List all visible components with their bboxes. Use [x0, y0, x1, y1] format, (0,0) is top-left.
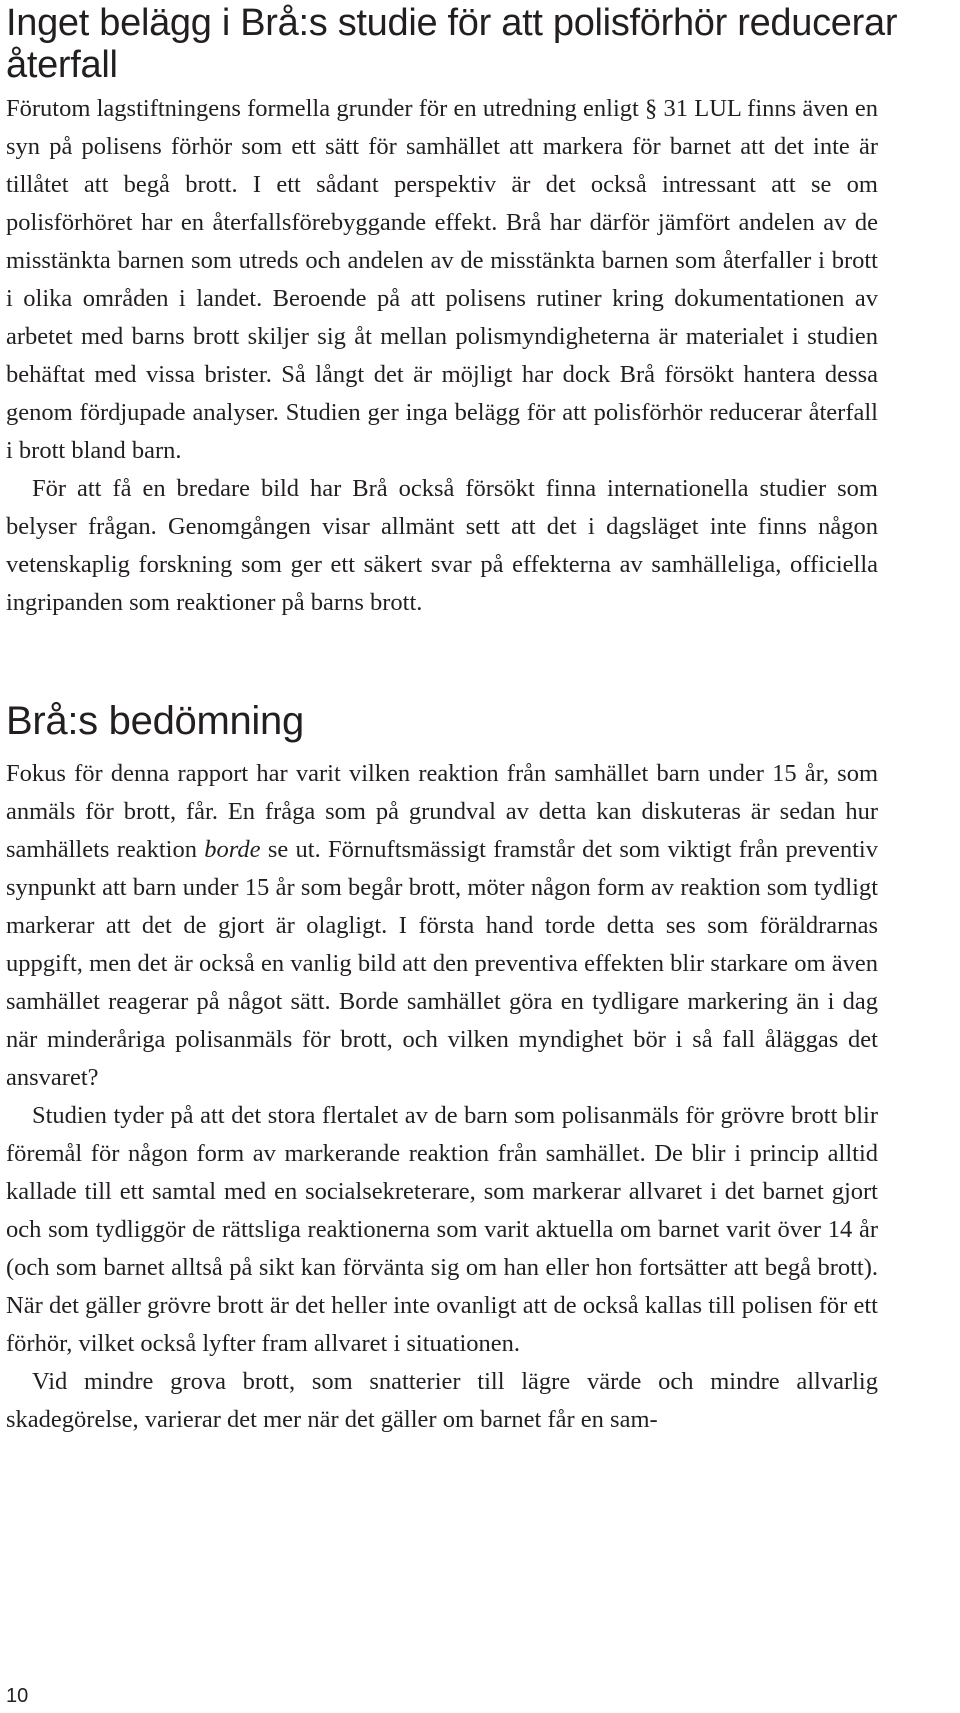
text-run: se ut. Förnuftsmässigt framstår det som viktigt från preventiv synpunkt att barn under 15 år som begår brott, möter någon form av reaktion som tydligt markerar att det de gjort är olagligt. I första hand torde detta ses som föräldrarnas uppgift, men det är också en vanlig bild att den preventiva effekten blir starkare om även samhället reagerar på något sätt. Borde samhället göra en tydligare markering än i dag när minderåriga polisanmäls för brott, och vilken myndighet bör i så fall åläggas det ansvaret? [6, 836, 878, 1091]
text-run: Fokus för denna rapport har varit vilken reaktion från samhället barn under 15 år, som anmäls för brott, får. En fråga som på grundval av detta kan diskuteras är sedan hur samhällets reaktion [6, 760, 878, 863]
body-paragraph: Studien tyder på att det stora flertalet av de barn som polisanmäls för grövre brott blir föremål för någon form av markerande reaktion från samhället. De blir i princip alltid kallade till ett samtal med en socialsekreterare, som markerar allvaret i det barnet gjort och som tydliggör de rättsliga reaktionerna som varit aktuella om barnet varit över 14 år (och som barnet alltså på sikt kan förvänta sig om han eller hon fortsätter att begå brott). När det gäller grövre brott är det heller inte ovanligt att de också kallas till polisen för ett förhör, vilket också lyfter fram allvaret i situationen. [6, 1102, 878, 1357]
italic-emphasis: borde [204, 836, 261, 863]
body-paragraph: För att få en bredare bild har Brå också försökt finna internationella studier som belyser frågan. Genomgången visar allmänt sett att det i dagsläget inte finns någon vetenskaplig forskning som ger ett säkert svar på effekterna av samhälleliga, officiella ingripanden som reaktioner på barns brott. [6, 475, 878, 616]
body-paragraph: Förutom lagstiftningens formella grunder för en utredning enligt § 31 LUL finns även en syn på polisens förhör som ett sätt för samhället att markera för barnet att det inte är tillåtet att begå brott. I ett sådant perspektiv är det också intressant att se om polisförhöret har en återfallsförebyggande effekt. Brå har därför jämfört andelen av de misstänkta barnen som utreds och andelen av de misstänkta barnen som återfaller i brott i olika områden i landet. Beroende på att polisens rutiner kring dokumentationen av arbetet med barns brott skiljer sig åt mellan polismyndigheterna är materialet i studien behäftat med vissa brister. Så långt det är möjligt har dock Brå försökt hantera dessa genom fördjupade analyser. Studien ger inga belägg för att polisförhör reducerar återfall i brott bland barn. [6, 95, 878, 464]
page-number: 10 [6, 1685, 29, 1707]
section-body-bedomning [6, 755, 878, 1439]
body-paragraph: Vid mindre grova brott, som snatterier till lägre värde och mindre allvarlig skadegörelse, varierar det mer när det gäller om barnet får en sam- [6, 1368, 878, 1433]
section-heading-bedomning: Brå:s bedömning [6, 699, 304, 743]
section-heading-polisforhor: Inget belägg i Brå:s studie för att polisförhör reducerar återfall [6, 2, 898, 86]
section-body-polisforhor [6, 90, 878, 622]
body-paragraph [6, 755, 878, 1097]
